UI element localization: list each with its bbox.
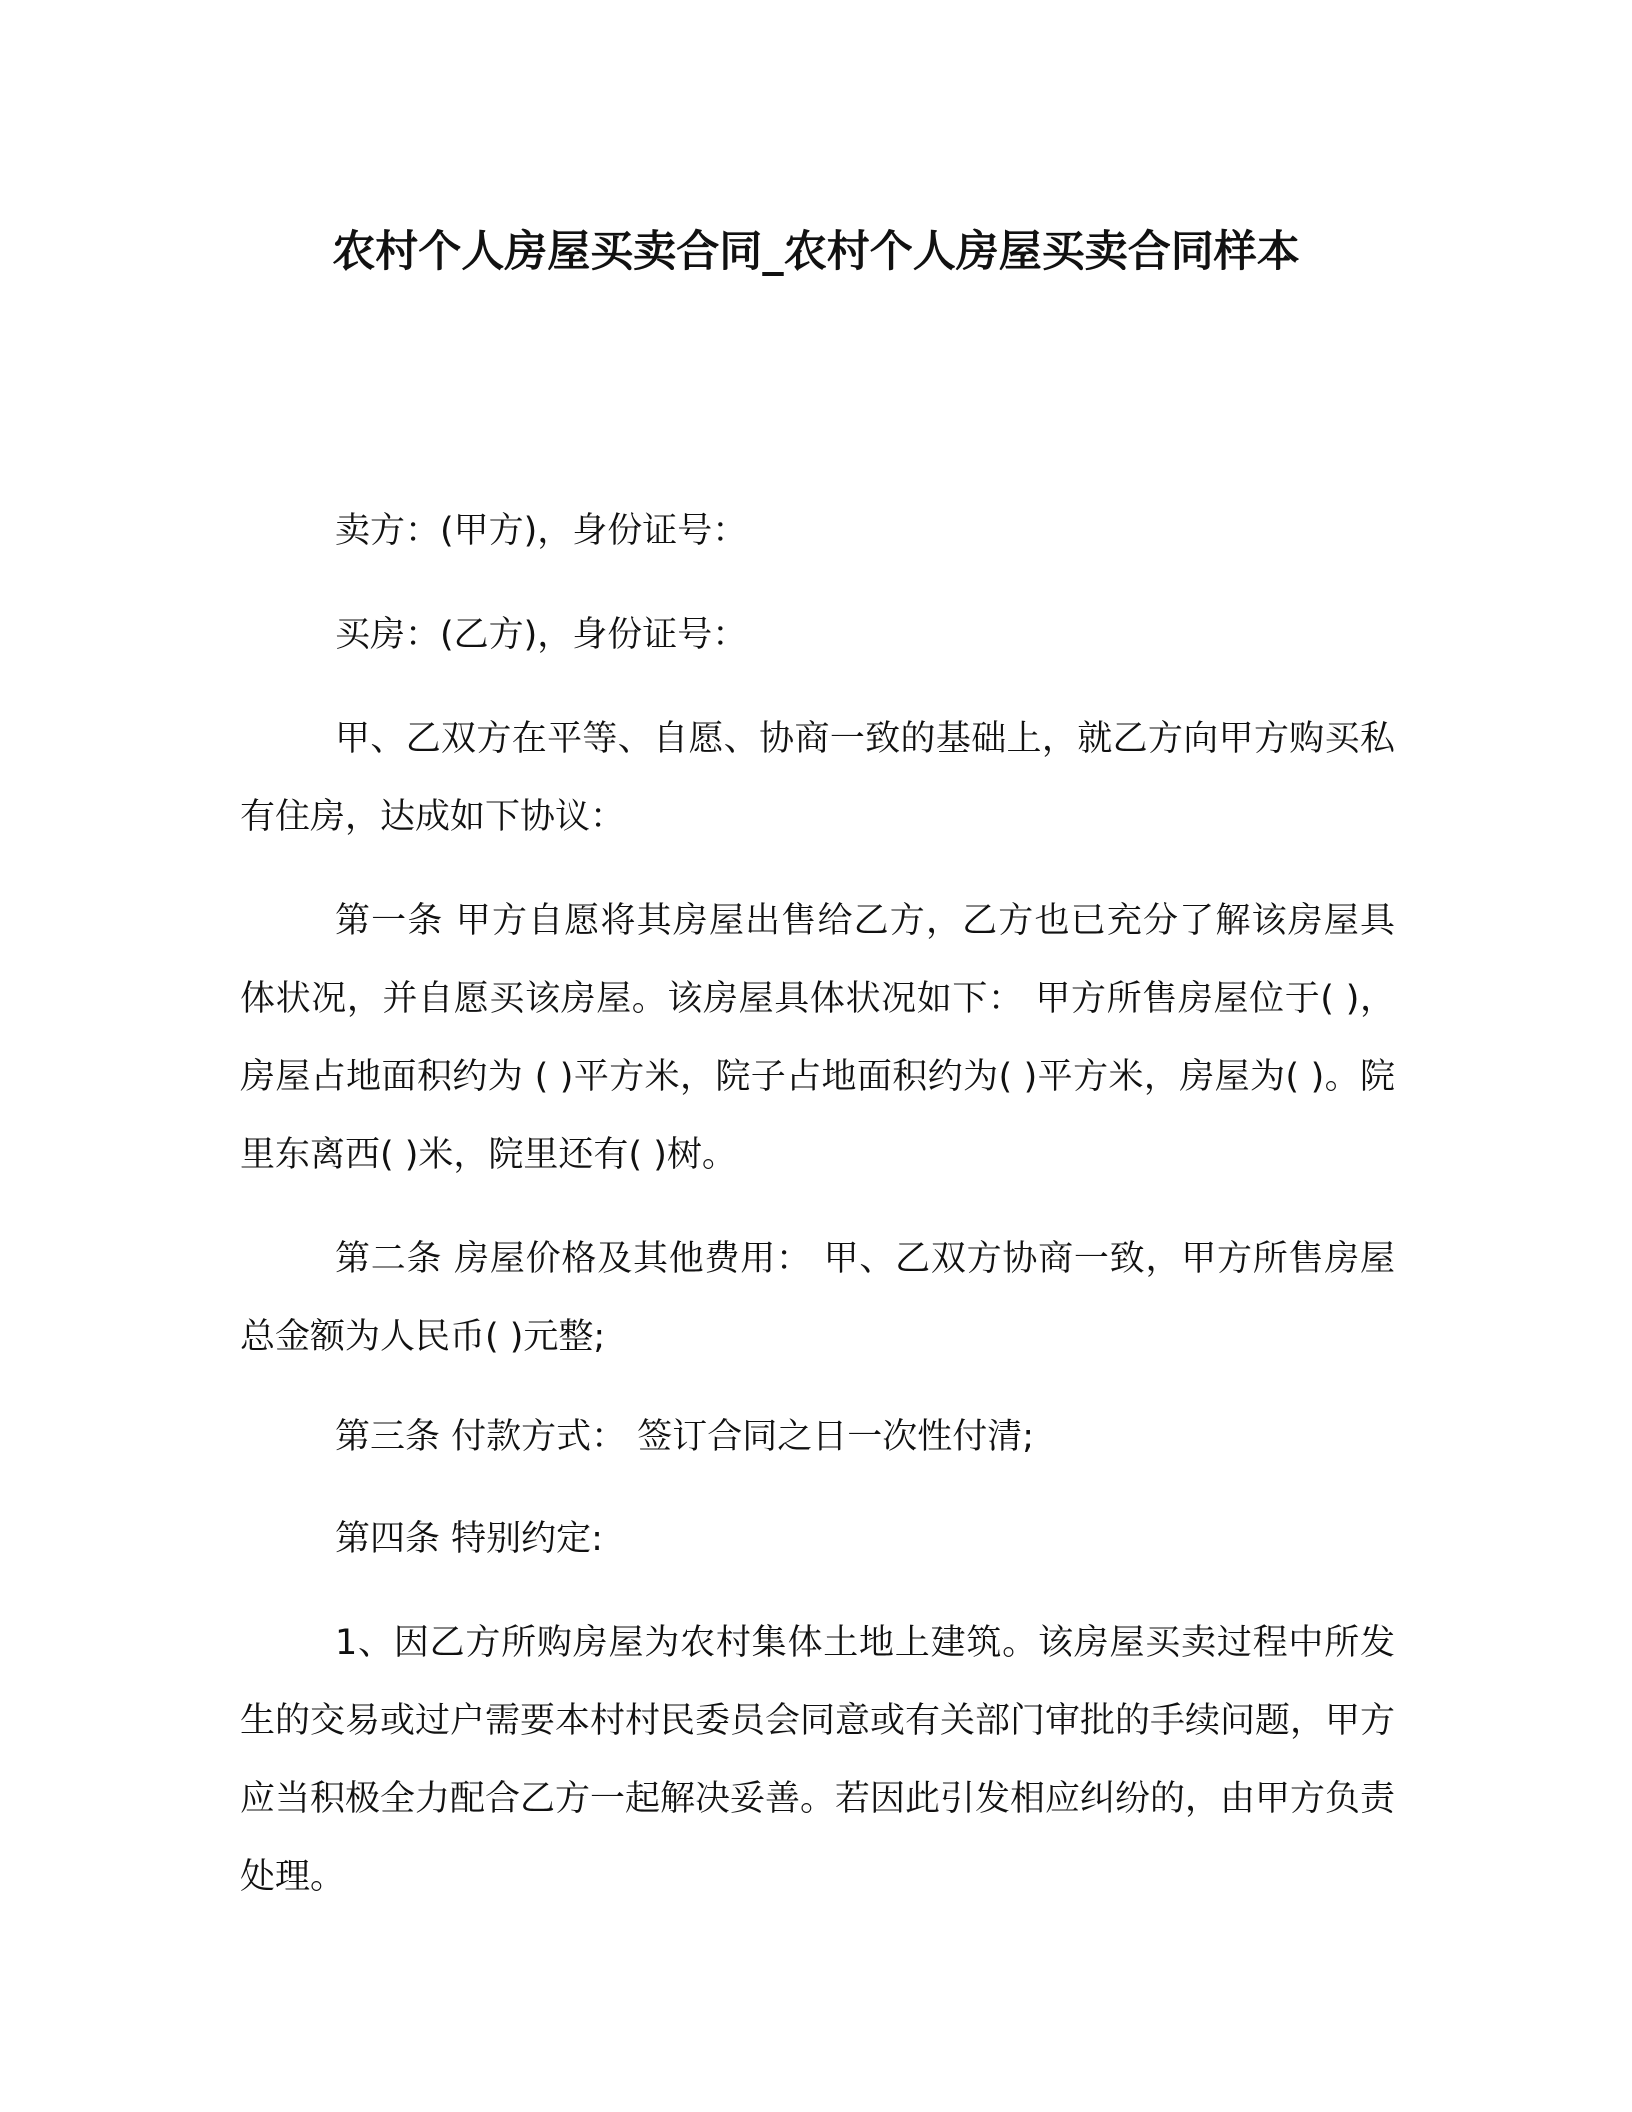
clause-1-paragraph: 1、因乙方所购房屋为农村集体土地上建筑。该房屋买卖过程中所发生的交易或过户需要本村村民委员会同意或有关部门审批的手续问题，甲方应当积极全力配合乙方一起解决妥善。若因此引发相应纠纷的，由甲方负责处理。 <box>240 1623 1396 1897</box>
article-1-paragraph: 第一条 甲方自愿将其房屋出售给乙方，乙方也已充分了解该房屋具体状况，并自愿买该房屋。该房屋具体状况如下： 甲方所售房屋位于( )，房屋占地面积约为 ( )平方米，院子占地面积约为( )平方米，房屋为( )。院里东离西( )米，院里还有( )树。 <box>240 901 1395 1175</box>
preamble-paragraph: 甲、乙双方在平等、自愿、协商一致的基础上，就乙方向甲方购买私有住房，达成如下协议： <box>240 719 1395 837</box>
buyer-line: 买房：(乙方)，身份证号： <box>335 615 748 655</box>
document-title: 农村个人房屋买卖合同_农村个人房屋买卖合同样本 <box>332 227 1300 277</box>
article-4-heading: 第四条 特别约定: <box>335 1519 603 1559</box>
article-2-paragraph: 第二条 房屋价格及其他费用： 甲、乙双方协商一致，甲方所售房屋总金额为人民币( )元整; <box>240 1239 1395 1357</box>
article-3-paragraph: 第三条 付款方式： 签订合同之日一次性付清; <box>335 1417 1035 1457</box>
seller-line: 卖方：(甲方)，身份证号： <box>335 511 748 551</box>
